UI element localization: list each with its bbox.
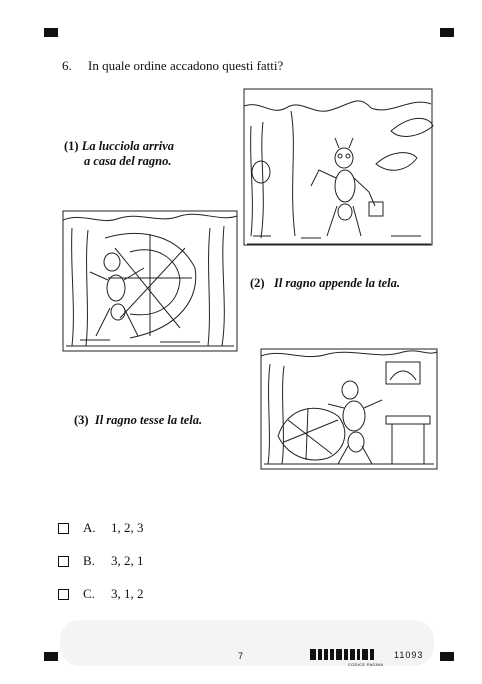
option-b-value: 3, 2, 1: [111, 553, 144, 568]
option-a-letter: A.: [83, 520, 96, 535]
caption-1: [64, 139, 174, 169]
caption-2-line1: Il ragno appende la tela.: [273, 276, 400, 290]
viewer-toolbar[interactable]: [60, 620, 434, 666]
page-barcode: [310, 649, 374, 660]
option-b-checkbox[interactable]: [58, 556, 69, 567]
illustration-firefly-arrives: [241, 86, 437, 248]
caption-1-line2: a casa del ragno.: [84, 154, 172, 168]
option-a-checkbox[interactable]: [58, 523, 69, 534]
caption-2: [250, 276, 400, 291]
option-c[interactable]: [58, 586, 144, 602]
question-text: In quale ordine accadono questi fatti?: [88, 58, 284, 73]
option-a-value: 1, 2, 3: [111, 520, 144, 535]
registration-mark-top-right: [440, 28, 454, 37]
option-b[interactable]: [58, 553, 144, 569]
page-code-number: 11093: [394, 650, 424, 660]
option-b-letter: B.: [83, 553, 95, 568]
caption-2-number: (2): [250, 276, 265, 290]
illustration-spider-hangs-web: [258, 346, 440, 472]
caption-3-line1: Il ragno tesse la tela.: [94, 413, 203, 427]
caption-3-number: (3): [74, 413, 89, 427]
page-code-label: CODICE PAGINA: [348, 662, 384, 667]
option-c-checkbox[interactable]: [58, 589, 69, 600]
caption-1-line1: La lucciola arriva: [81, 139, 175, 153]
option-c-letter: C.: [83, 586, 95, 601]
option-c-value: 3, 1, 2: [111, 586, 144, 601]
caption-1-number: (1): [64, 139, 79, 153]
registration-mark-bottom-left: [44, 652, 58, 661]
registration-mark-bottom-right: [440, 652, 454, 661]
option-a[interactable]: [58, 520, 144, 536]
illustration-spider-weaves: [60, 208, 240, 354]
registration-mark-top-left: [44, 28, 58, 37]
question-number: 6.: [62, 58, 72, 73]
page-number: 7: [238, 651, 244, 661]
caption-3: [74, 413, 202, 428]
